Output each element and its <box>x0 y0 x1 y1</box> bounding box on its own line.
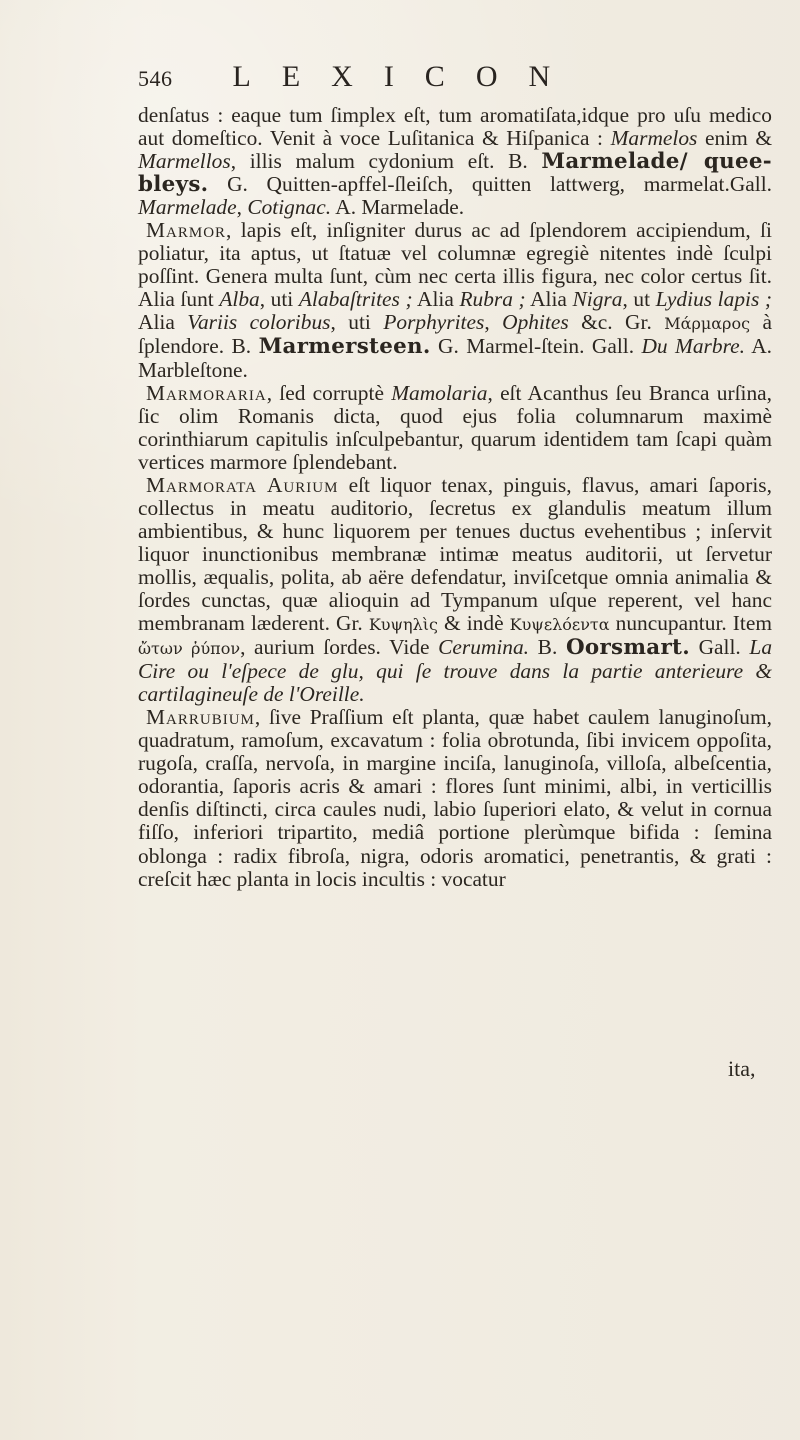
catchword: ita, <box>728 1056 756 1081</box>
entry-marmor: Marmor, lapis eſt, inſigniter durus ac ad ſplendorem accipiendum, ſi poliatur, ita aptus, ut ſtatuæ vel columnæ egregiè nitentes indè ſculpi poſſint. Genera multa ſunt, cùm nec certa illis figura, nec color certus ſit. Alia ſunt Alba, uti Alabaſtrites ; Alia Rubra ; Alia Nigra, ut Lydius lapis ; Alia Variis coloribus, uti Porphyrites, Ophites &c. Gr. Μάρμαρος à ſplendore. B. Marmersteen. G. Marmel-ſtein. Gall. Du Marbre. A. Marbleſtone. <box>138 218 773 382</box>
running-head: LEXICON <box>232 60 582 93</box>
page-number: 546 <box>138 66 173 91</box>
dictionary-text <box>138 104 772 891</box>
entry-continuation: denſatus : eaque tum ſimplex eſt, tum aromatiſata,idque pro uſu medico aut domeſtico. Venit à voce Luſitanica & Hiſpanica : Marmelos enim & Marmellos, illis malum cydonium eſt. B. Marmelade/ quee-bleys. G. Quitten-apffel-ſleiſch, quitten lattwerg, marmelat.Gall. Marmelade, Cotignac. A. Marmelade. <box>138 103 772 220</box>
entry-marmorata-aurium: Marmorata Aurium eſt liquor tenax, pinguis, flavus, amari ſaporis, collectus in meatu auditorio, ſecretus ex glandulis meatum illum ambientibus, & hunc liquorem per tenues ductus evehentibus ; inſervit liquor inunctionibus membranæ intimæ meatus auditorii, ut ſervetur mollis, æqualis, polita, ab aëre defendatur, inviſcetque omnia animalia & ſordes cunctas, quæ alioquin ad Tympanum uſque reperent, vel hanc membranam læderent. Gr. Κυψηλὶς & indè Κυψελόεντα nuncupantur. Item ὤτων ῥύπον, aurium ſordes. Vide Cerumina. B. Oorsmart. Gall. La Cire ou l'eſpece de glu, qui ſe trouve dans la partie anterieure & cartilagineuſe de l'Oreille. <box>138 472 773 707</box>
entry-marmoraria: Marmoraria, ſed corruptè Mamolaria, eſt Acanthus ſeu Branca urſina, ſic olim Romanis dicta, quod ejus folia columnarum maximè corinthiarum capitulis inſculpebantur, quarum identidem tam ſcapi quàm vertices marmore ſplendebant. <box>138 380 772 474</box>
page-header <box>138 60 772 96</box>
entry-marrubium: Marrubium, ſive Praſſium eſt planta, quæ habet caulem lanuginoſum, quadratum, ramoſum, excavatum : folia obrotunda, ſibi invicem oppoſita, rugoſa, craſſa, nervoſa, in margine inciſa, lanuginoſa, villoſa, albeſcentia, odorantia, ſaporis acris & amari : flores ſunt minimi, albi, in verticillis denſis diſtincti, circa caules nudi, labio ſuperiori elato, & velut in cornua fiſſo, inferiori tripartito, mediâ portione plerùmque bifida : ſemina oblonga : radix fibroſa, nigra, odoris aromatici, penetrantis, & grati : creſcit hæc planta in locis incultis : vocatur <box>138 705 772 891</box>
